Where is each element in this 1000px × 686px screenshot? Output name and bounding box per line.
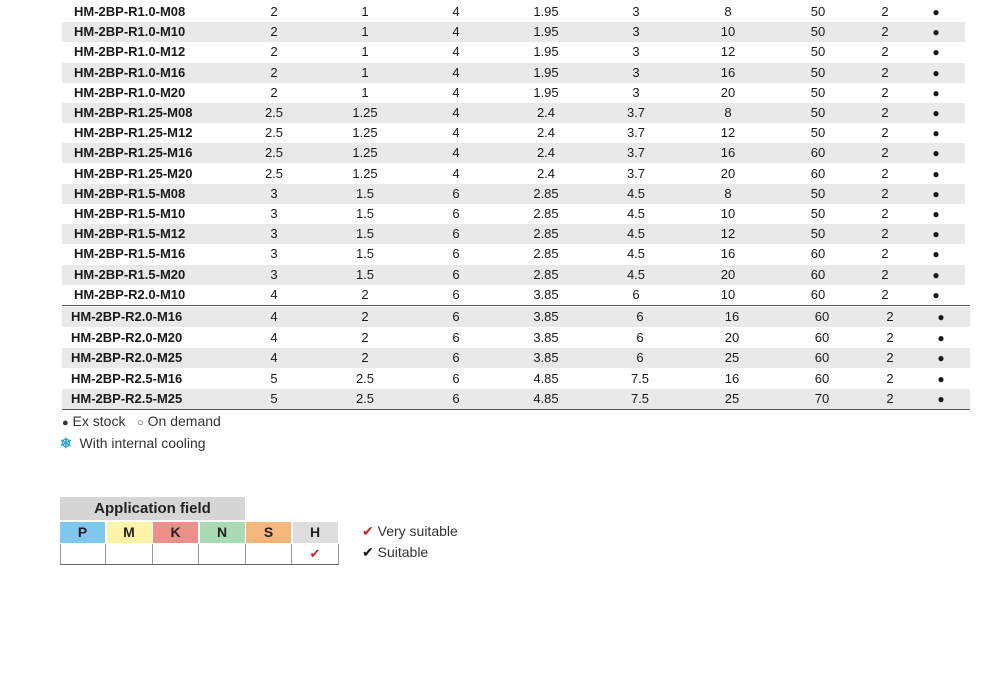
- table-cell: 2.5: [355, 370, 375, 386]
- table-cell: 2.85: [533, 185, 559, 201]
- product-code: HM-2BP-R2.0-M25: [71, 350, 183, 365]
- table-cell: 50: [810, 84, 826, 100]
- table-cell: 25: [724, 350, 740, 365]
- stock-status: ●: [937, 351, 945, 365]
- table-row: [62, 328, 970, 348]
- product-code: HM-2BP-R1.5-M16: [74, 246, 186, 262]
- table-cell: 2.5: [264, 105, 284, 120]
- table-row: [62, 42, 965, 62]
- table-cell: 1: [361, 64, 369, 80]
- table-cell: 1.5: [355, 226, 375, 242]
- suitable-label: Suitable: [377, 544, 429, 560]
- legend-cooling: [60, 435, 206, 452]
- table-cell: 4: [452, 4, 460, 19]
- material-n-header: N: [200, 522, 246, 543]
- table-cell: 6: [452, 266, 460, 282]
- check-black-icon: ✔: [362, 544, 374, 560]
- table-row: [62, 63, 965, 83]
- table-cell: 16: [720, 246, 736, 262]
- table-cell: 6: [452, 329, 460, 345]
- table-cell: 25: [724, 391, 740, 406]
- table-cell: 1.25: [352, 105, 378, 120]
- table-cell: 1.25: [352, 145, 378, 161]
- material-n-suitability: [200, 544, 246, 564]
- table-cell: 2: [270, 24, 278, 40]
- table-cell: 4: [452, 105, 460, 120]
- table-cell: 6: [632, 286, 640, 302]
- table-cell: 4: [270, 309, 278, 324]
- table-cell: 2.5: [355, 391, 375, 406]
- table-cell: 50: [810, 44, 826, 60]
- table-row: [62, 143, 965, 163]
- table-cell: 4: [452, 64, 460, 80]
- stock-status: ●: [932, 207, 940, 221]
- table-cell: 1: [361, 44, 369, 60]
- table-cell: 2: [886, 391, 894, 406]
- table-row: [62, 389, 970, 409]
- table-cell: 1.95: [533, 44, 559, 60]
- table-cell: 4.85: [533, 370, 559, 386]
- table-row: [62, 224, 965, 244]
- table-row: [62, 123, 965, 143]
- product-code: HM-2BP-R1.5-M08: [74, 185, 186, 201]
- table-cell: 50: [810, 4, 826, 19]
- table-cell: 4: [452, 125, 460, 141]
- ex-stock-icon: ●: [62, 417, 69, 429]
- table-cell: 2: [270, 84, 278, 100]
- very-suitable-label: Very suitable: [377, 523, 458, 539]
- table-cell: 2.4: [536, 125, 556, 141]
- table-cell: 70: [814, 391, 830, 406]
- on-demand-icon: ○: [137, 417, 144, 429]
- table-cell: 6: [452, 309, 460, 324]
- table-cell: 2.85: [533, 246, 559, 262]
- table-cell: 2: [881, 105, 889, 120]
- table-cell: 2: [881, 206, 889, 221]
- table-cell: 4: [270, 286, 278, 302]
- table-cell: 60: [814, 309, 830, 324]
- snowflake-icon: ❄: [60, 435, 72, 451]
- table-row: [62, 164, 965, 184]
- table-cell: 2.85: [533, 266, 559, 282]
- table-cell: 3: [270, 226, 278, 242]
- table-cell: 1: [361, 4, 369, 19]
- stock-status: ●: [932, 227, 940, 242]
- table-cell: 3.85: [533, 350, 559, 365]
- table-cell: 2: [881, 4, 889, 19]
- table-cell: 2.5: [264, 125, 284, 141]
- table-cell: 3.7: [626, 105, 646, 120]
- table-cell: 2.4: [536, 145, 556, 161]
- table-cell: 6: [636, 329, 644, 345]
- table-cell: 1.25: [352, 165, 378, 181]
- stock-status: ●: [932, 106, 940, 120]
- table-row: [62, 285, 965, 305]
- table-cell: 16: [724, 370, 740, 386]
- table-cell: 1.25: [352, 125, 378, 141]
- table-cell: 2: [886, 370, 894, 386]
- table-cell: 12: [720, 125, 736, 141]
- table-cell: 60: [814, 350, 830, 365]
- table-cell: 7.5: [630, 391, 650, 406]
- table-cell: 4.5: [626, 246, 646, 262]
- table-cell: 6: [452, 370, 460, 386]
- product-code: HM-2BP-R1.25-M08: [74, 105, 193, 120]
- table-cell: 10: [720, 206, 736, 221]
- table-row: [62, 103, 965, 123]
- on-demand-label: On demand: [147, 413, 221, 429]
- table-cell: 4.5: [626, 206, 646, 221]
- table-cell: 60: [814, 370, 830, 386]
- material-p-suitability: [60, 544, 106, 564]
- table-cell: 20: [720, 84, 736, 100]
- material-m-header: M: [107, 522, 153, 543]
- table-cell: 3.7: [626, 165, 646, 181]
- application-field-title: Application field: [60, 497, 245, 520]
- table-cell: 4: [270, 329, 278, 345]
- product-code: HM-2BP-R2.5-M16: [71, 370, 183, 386]
- table-cell: 2.5: [264, 165, 284, 181]
- suitable-legend: [362, 544, 428, 561]
- table-cell: 8: [724, 185, 732, 201]
- table-cell: 50: [810, 206, 826, 221]
- material-m-suitability: [107, 544, 153, 564]
- table-cell: 2: [881, 24, 889, 40]
- table-cell: 3: [270, 185, 278, 201]
- stock-status: ●: [932, 25, 940, 40]
- table-cell: 3: [270, 246, 278, 262]
- table-cell: 1.5: [355, 266, 375, 282]
- product-code: HM-2BP-R1.0-M12: [74, 44, 186, 60]
- product-code: HM-2BP-R2.0-M16: [71, 309, 183, 324]
- table-cell: 2: [881, 226, 889, 242]
- material-k-suitability: [153, 544, 199, 564]
- table-cell: 1: [361, 24, 369, 40]
- table-cell: 2: [270, 44, 278, 60]
- table-cell: 2: [361, 350, 369, 365]
- table-cell: 3: [632, 44, 640, 60]
- table-cell: 2: [881, 145, 889, 161]
- stock-status: ●: [932, 166, 940, 181]
- table-cell: 50: [810, 24, 826, 40]
- table-cell: 4: [452, 84, 460, 100]
- table-cell: 3: [270, 266, 278, 282]
- table-cell: 20: [724, 329, 740, 345]
- table-cell: 3.7: [626, 125, 646, 141]
- table-row: [62, 83, 965, 103]
- table-cell: 3.85: [533, 309, 559, 324]
- table-cell: 2: [361, 329, 369, 345]
- table-cell: 6: [452, 391, 460, 406]
- table-cell: 50: [810, 64, 826, 80]
- cooling-label: With internal cooling: [79, 435, 206, 451]
- table-cell: 60: [810, 165, 826, 181]
- table-section-divider: [62, 305, 970, 306]
- product-code: HM-2BP-R1.5-M12: [74, 226, 186, 242]
- material-p-header: P: [60, 522, 106, 543]
- very-suitable-legend: [362, 523, 458, 540]
- table-cell: 3.85: [533, 329, 559, 345]
- table-cell: 3: [632, 64, 640, 80]
- table-cell: 2: [881, 185, 889, 201]
- table-cell: 20: [720, 266, 736, 282]
- table-cell: 1.95: [533, 64, 559, 80]
- table-cell: 6: [452, 350, 460, 365]
- stock-status: ●: [932, 5, 940, 19]
- table-cell: 1.95: [533, 84, 559, 100]
- table-cell: 6: [452, 185, 460, 201]
- product-code: HM-2BP-R1.25-M16: [74, 145, 193, 161]
- table-cell: 50: [810, 185, 826, 201]
- table-cell: 2: [881, 246, 889, 262]
- stock-status: ●: [937, 371, 945, 386]
- table-cell: 2: [270, 4, 278, 19]
- product-code: HM-2BP-R1.5-M20: [74, 266, 186, 282]
- product-code: HM-2BP-R1.0-M20: [74, 84, 186, 100]
- table-cell: 2: [881, 44, 889, 60]
- table-cell: 4.5: [626, 266, 646, 282]
- table-cell: 6: [636, 350, 644, 365]
- table-cell: 60: [814, 329, 830, 345]
- table-cell: 2.85: [533, 226, 559, 242]
- stock-status: ●: [932, 186, 940, 201]
- stock-status: ●: [937, 330, 945, 345]
- material-h-header: H: [293, 522, 339, 543]
- table-cell: 16: [720, 64, 736, 80]
- table-cell: 2.5: [264, 145, 284, 161]
- table-cell: 3.85: [533, 286, 559, 302]
- table-cell: 2.85: [533, 206, 559, 221]
- table-row: [62, 204, 965, 224]
- stock-status: ●: [932, 267, 940, 282]
- table-cell: 50: [810, 226, 826, 242]
- table-cell: 6: [636, 309, 644, 324]
- material-h-suitability: ✔: [293, 544, 339, 564]
- table-cell: 6: [452, 226, 460, 242]
- table-cell: 1.95: [533, 24, 559, 40]
- table-cell: 4.85: [533, 391, 559, 406]
- product-code: HM-2BP-R1.25-M12: [74, 125, 193, 141]
- table-row: [62, 307, 970, 327]
- table-cell: 2: [881, 165, 889, 181]
- table-cell: 3: [632, 24, 640, 40]
- stock-status: ●: [932, 65, 940, 80]
- product-code: HM-2BP-R1.0-M08: [74, 4, 186, 19]
- product-code: HM-2BP-R2.0-M20: [71, 329, 183, 345]
- material-s-header: S: [246, 522, 292, 543]
- table-cell: 3: [632, 84, 640, 100]
- table-cell: 60: [810, 145, 826, 161]
- table-cell: 6: [452, 206, 460, 221]
- product-code: HM-2BP-R1.0-M16: [74, 64, 186, 80]
- table-cell: 4: [452, 145, 460, 161]
- table-cell: 1.95: [533, 4, 559, 19]
- table-cell: 2.4: [536, 165, 556, 181]
- table-cell: 6: [452, 286, 460, 302]
- stock-status: ●: [932, 85, 940, 100]
- ex-stock-label: Ex stock: [72, 413, 126, 429]
- table-cell: 3: [632, 4, 640, 19]
- table-row: [62, 244, 965, 264]
- table-cell: 2: [361, 309, 369, 324]
- product-code: HM-2BP-R2.5-M25: [71, 391, 183, 406]
- product-code: HM-2BP-R1.0-M10: [74, 24, 186, 40]
- table-cell: 2: [881, 84, 889, 100]
- table-row: [62, 348, 970, 368]
- table-cell: 7.5: [630, 370, 650, 386]
- table-cell: 60: [810, 246, 826, 262]
- table-cell: 5: [270, 391, 278, 406]
- table-cell: 2: [881, 286, 889, 302]
- stock-status: ●: [937, 392, 945, 406]
- material-s-suitability: [246, 544, 292, 564]
- table-cell: 1.5: [355, 246, 375, 262]
- stock-status: ●: [932, 146, 940, 161]
- table-cell: 2: [270, 64, 278, 80]
- table-cell: 4: [452, 24, 460, 40]
- legend-stock: [62, 413, 221, 429]
- table-bottom-border: [62, 409, 970, 410]
- table-cell: 12: [720, 44, 736, 60]
- table-cell: 12: [720, 226, 736, 242]
- table-cell: 3.7: [626, 145, 646, 161]
- table-cell: 4: [270, 350, 278, 365]
- table-row: [62, 2, 965, 22]
- table-cell: 4.5: [626, 226, 646, 242]
- table-cell: 50: [810, 125, 826, 141]
- application-field-bottom-line: [60, 564, 339, 565]
- table-cell: 1.5: [355, 185, 375, 201]
- table-cell: 2: [886, 309, 894, 324]
- table-cell: 8: [724, 105, 732, 120]
- table-cell: 1.5: [355, 206, 375, 221]
- table-cell: 1: [361, 84, 369, 100]
- table-cell: 2: [881, 266, 889, 282]
- product-code: HM-2BP-R1.5-M10: [74, 206, 186, 221]
- table-cell: 16: [724, 309, 740, 324]
- table-cell: 2: [361, 286, 369, 302]
- material-k-header: K: [153, 522, 199, 543]
- table-cell: 4: [452, 165, 460, 181]
- table-cell: 8: [724, 4, 732, 19]
- table-cell: 4: [452, 44, 460, 60]
- table-cell: 20: [720, 165, 736, 181]
- table-row: [62, 369, 970, 389]
- table-cell: 2: [881, 125, 889, 141]
- table-cell: 60: [810, 286, 826, 302]
- table-cell: 50: [810, 105, 826, 120]
- table-cell: 6: [452, 246, 460, 262]
- stock-status: ●: [932, 45, 940, 60]
- stock-status: ●: [932, 287, 940, 302]
- table-row: [62, 22, 965, 42]
- product-code: HM-2BP-R2.0-M10: [74, 286, 186, 302]
- product-code: HM-2BP-R1.25-M20: [74, 165, 193, 181]
- table-cell: 2: [881, 64, 889, 80]
- stock-status: ●: [932, 126, 940, 141]
- table-cell: 2: [886, 350, 894, 365]
- table-cell: 3: [270, 206, 278, 221]
- table-row: [62, 184, 965, 204]
- table-cell: 16: [720, 145, 736, 161]
- table-cell: 2: [886, 329, 894, 345]
- stock-status: ●: [937, 310, 945, 324]
- table-cell: 60: [810, 266, 826, 282]
- table-cell: 2.4: [536, 105, 556, 120]
- check-red-icon: ✔: [362, 523, 374, 539]
- table-cell: 5: [270, 370, 278, 386]
- table-cell: 10: [720, 24, 736, 40]
- table-cell: 10: [720, 286, 736, 302]
- stock-status: ●: [932, 247, 940, 262]
- table-cell: 4.5: [626, 185, 646, 201]
- table-row: [62, 265, 965, 285]
